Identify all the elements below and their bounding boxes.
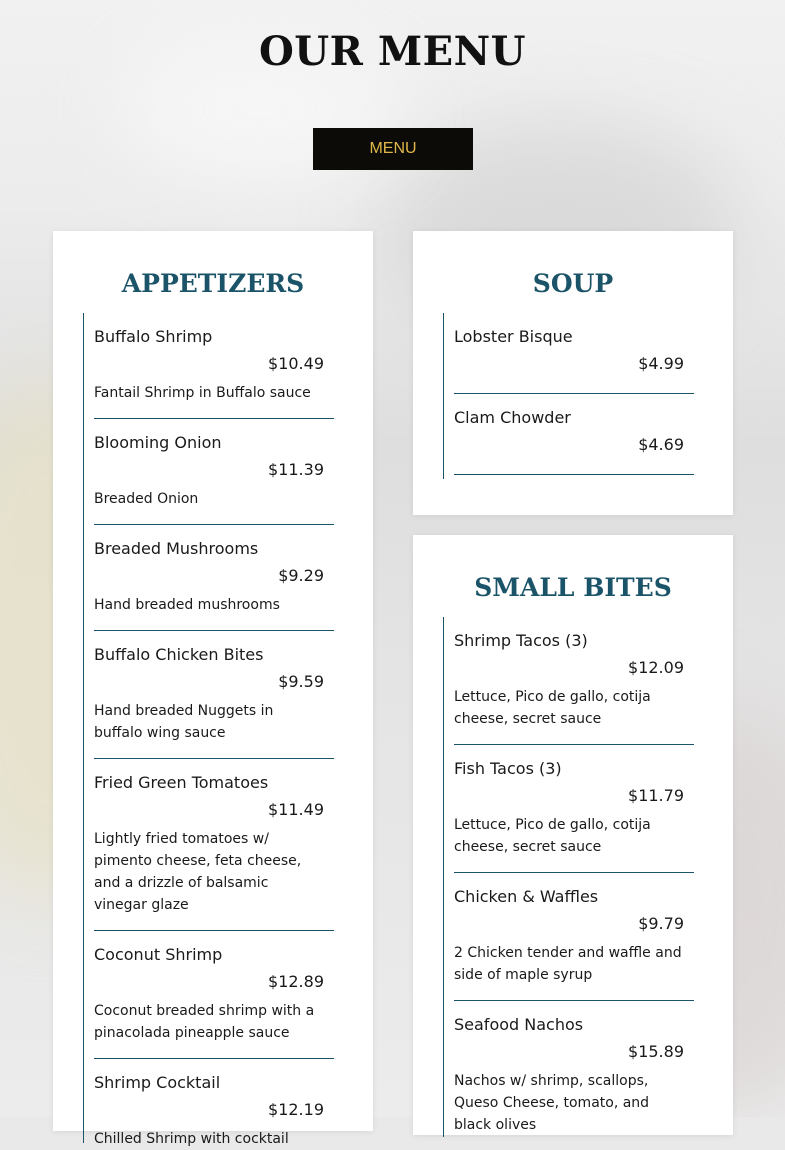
- item-name: Buffalo Chicken Bites: [94, 645, 264, 664]
- item-price: $10.49: [268, 354, 324, 373]
- item-description: Lettuce, Pico de gallo, cotija cheese, secret sauce: [454, 817, 651, 855]
- item-name: Lobster Bisque: [454, 327, 573, 346]
- item-name: Buffalo Shrimp: [94, 327, 213, 346]
- item-price: $15.89: [628, 1042, 684, 1061]
- item-price: $4.99: [638, 354, 684, 373]
- menu-item[interactable]: [454, 887, 694, 1001]
- item-price: $11.49: [268, 800, 324, 819]
- item-description: Lightly fried tomatoes w/ pimento cheese, feta cheese, and a drizzle of balsamic vinegar glaze: [94, 831, 302, 913]
- item-description: 2 Chicken tender and waffle and side of maple syrup: [454, 945, 682, 983]
- menu-item[interactable]: [94, 945, 334, 1059]
- menu-item[interactable]: [454, 631, 694, 745]
- item-price: $12.89: [268, 972, 324, 991]
- menu-item[interactable]: [454, 408, 694, 475]
- item-price: $4.69: [638, 435, 684, 454]
- item-description: Lettuce, Pico de gallo, cotija cheese, secret sauce: [454, 689, 651, 727]
- item-name: Clam Chowder: [454, 408, 571, 427]
- item-price: $12.09: [628, 658, 684, 677]
- item-description: Hand breaded mushrooms: [94, 597, 280, 613]
- soup-title: SOUP: [532, 269, 614, 298]
- item-description: Breaded Onion: [94, 491, 199, 507]
- small-bites-list: [443, 617, 694, 1137]
- item-name: Shrimp Cocktail: [94, 1073, 221, 1092]
- menu-item[interactable]: [94, 645, 334, 759]
- item-name: Breaded Mushrooms: [94, 539, 259, 558]
- appetizers-list: [83, 313, 334, 1147]
- menu-item[interactable]: [454, 327, 694, 394]
- item-price: $11.39: [268, 460, 324, 479]
- menu-item[interactable]: [454, 759, 694, 873]
- item-description: Chilled Shrimp with cocktail: [94, 1131, 289, 1147]
- item-name: Seafood Nachos: [454, 1015, 584, 1034]
- item-price: $9.59: [278, 672, 324, 691]
- menu-item[interactable]: [94, 539, 334, 631]
- menu-item[interactable]: [94, 327, 334, 419]
- item-name: Fried Green Tomatoes: [94, 773, 269, 792]
- menu-item[interactable]: [454, 1015, 694, 1136]
- appetizers-card: [53, 231, 373, 1147]
- item-price: $11.79: [628, 786, 684, 805]
- menu-button[interactable]: MENU: [313, 128, 473, 170]
- item-name: Chicken & Waffles: [454, 887, 599, 906]
- menu-item[interactable]: [94, 1073, 334, 1150]
- item-name: Shrimp Tacos (3): [454, 631, 588, 650]
- item-name: Fish Tacos (3): [454, 759, 562, 778]
- item-description: Nachos w/ shrimp, scallops, Queso Cheese, tomato, and black olives: [454, 1073, 650, 1133]
- item-price: $12.19: [268, 1100, 324, 1119]
- page-title: OUR MENU: [258, 28, 527, 75]
- item-name: Blooming Onion: [94, 433, 222, 452]
- small-bites-title: SMALL BITES: [474, 573, 672, 602]
- item-description: Hand breaded Nuggets in buffalo wing sauce: [94, 703, 274, 741]
- soup-list: [443, 313, 694, 479]
- menu-item[interactable]: [94, 433, 334, 525]
- menu-item[interactable]: [94, 773, 334, 931]
- soup-card: [413, 231, 733, 515]
- item-description: Coconut breaded shrimp with a pinacolada pineapple sauce: [94, 1003, 315, 1041]
- item-price: $9.79: [638, 914, 684, 933]
- item-description: Fantail Shrimp in Buffalo sauce: [94, 385, 311, 401]
- item-name: Coconut Shrimp: [94, 945, 223, 964]
- appetizers-title: APPETIZERS: [121, 269, 305, 298]
- item-price: $9.29: [278, 566, 324, 585]
- small-bites-card: [413, 535, 733, 1135]
